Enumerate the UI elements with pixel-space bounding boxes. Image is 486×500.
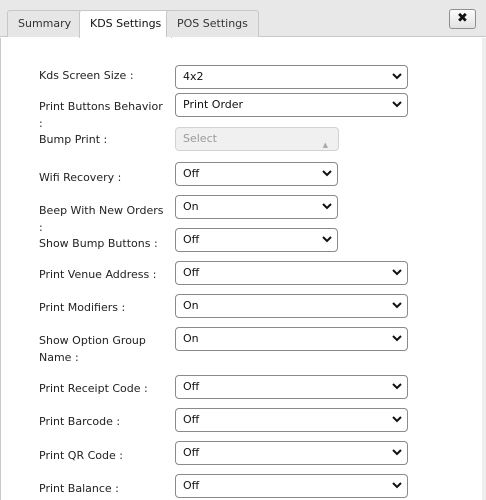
select-value: Print Order xyxy=(183,98,244,111)
field-label-continued: Name : xyxy=(39,351,79,364)
tab-kds-settings[interactable]: KDS Settings xyxy=(79,10,172,38)
tab-summary[interactable]: Summary xyxy=(7,10,82,37)
chevron-down-icon xyxy=(391,475,403,497)
print-barcode-select[interactable] xyxy=(175,408,408,432)
print-modifiers-select[interactable] xyxy=(175,294,408,318)
print-buttons-behavior-select[interactable] xyxy=(175,93,408,117)
field-label: Print Buttons Behavior : xyxy=(39,100,163,130)
field-label: Kds Screen Size : xyxy=(39,69,134,82)
kds-screen-size-select[interactable] xyxy=(175,65,408,89)
select-value: On xyxy=(183,332,199,345)
scrollbar-edge[interactable] xyxy=(482,38,486,500)
select-value: Off xyxy=(183,413,200,426)
chevron-down-icon xyxy=(391,66,403,88)
select-value: On xyxy=(183,299,199,312)
kds-settings-panel xyxy=(0,38,486,500)
field-label: Print Balance : xyxy=(39,482,119,495)
select-value: Off xyxy=(183,167,200,180)
select-value: Off xyxy=(183,380,200,393)
show-option-group-name-select[interactable] xyxy=(175,327,408,351)
beep-new-orders-select[interactable] xyxy=(175,195,338,219)
field-label: Print Receipt Code : xyxy=(39,382,148,395)
field-label: Print QR Code : xyxy=(39,449,123,462)
field-label: Show Bump Buttons : xyxy=(39,237,158,250)
chevron-down-icon xyxy=(391,262,403,284)
field-label: Print Modifiers : xyxy=(39,301,126,314)
chevron-down-icon xyxy=(391,295,403,317)
print-balance-select[interactable] xyxy=(175,474,408,498)
close-icon: ✖ xyxy=(457,11,468,26)
close-button[interactable] xyxy=(449,9,476,29)
chevron-down-icon xyxy=(321,163,333,185)
select-value: On xyxy=(183,200,199,213)
chevron-down-icon xyxy=(391,376,403,398)
triangle-up-icon: ▲ xyxy=(322,141,328,149)
select-value: Off xyxy=(183,446,200,459)
select-value: Off xyxy=(183,479,200,492)
print-qr-code-select[interactable] xyxy=(175,441,408,465)
select-value: Select xyxy=(183,132,217,145)
bump-print-select[interactable] xyxy=(175,127,339,151)
tab-bar xyxy=(0,0,486,37)
field-label: Print Barcode : xyxy=(39,415,121,428)
wifi-recovery-select[interactable] xyxy=(175,162,338,186)
select-value: Off xyxy=(183,266,200,279)
chevron-down-icon xyxy=(321,229,333,251)
chevron-down-icon xyxy=(391,94,403,116)
field-label: Wifi Recovery : xyxy=(39,171,122,184)
tab-pos-settings[interactable]: POS Settings xyxy=(166,10,259,37)
chevron-down-icon xyxy=(391,442,403,464)
chevron-down-icon xyxy=(391,328,403,350)
print-venue-address-select[interactable] xyxy=(175,261,408,285)
show-bump-buttons-select[interactable] xyxy=(175,228,338,252)
select-value: Off xyxy=(183,233,200,246)
print-receipt-code-select[interactable] xyxy=(175,375,408,399)
field-label: Show Option Group xyxy=(39,334,146,347)
chevron-down-icon xyxy=(321,196,333,218)
select-value: 4x2 xyxy=(183,70,204,83)
field-label: Bump Print : xyxy=(39,133,108,146)
field-label: Beep With New Orders : xyxy=(39,204,164,234)
field-label: Print Venue Address : xyxy=(39,268,157,281)
chevron-down-icon xyxy=(391,409,403,431)
